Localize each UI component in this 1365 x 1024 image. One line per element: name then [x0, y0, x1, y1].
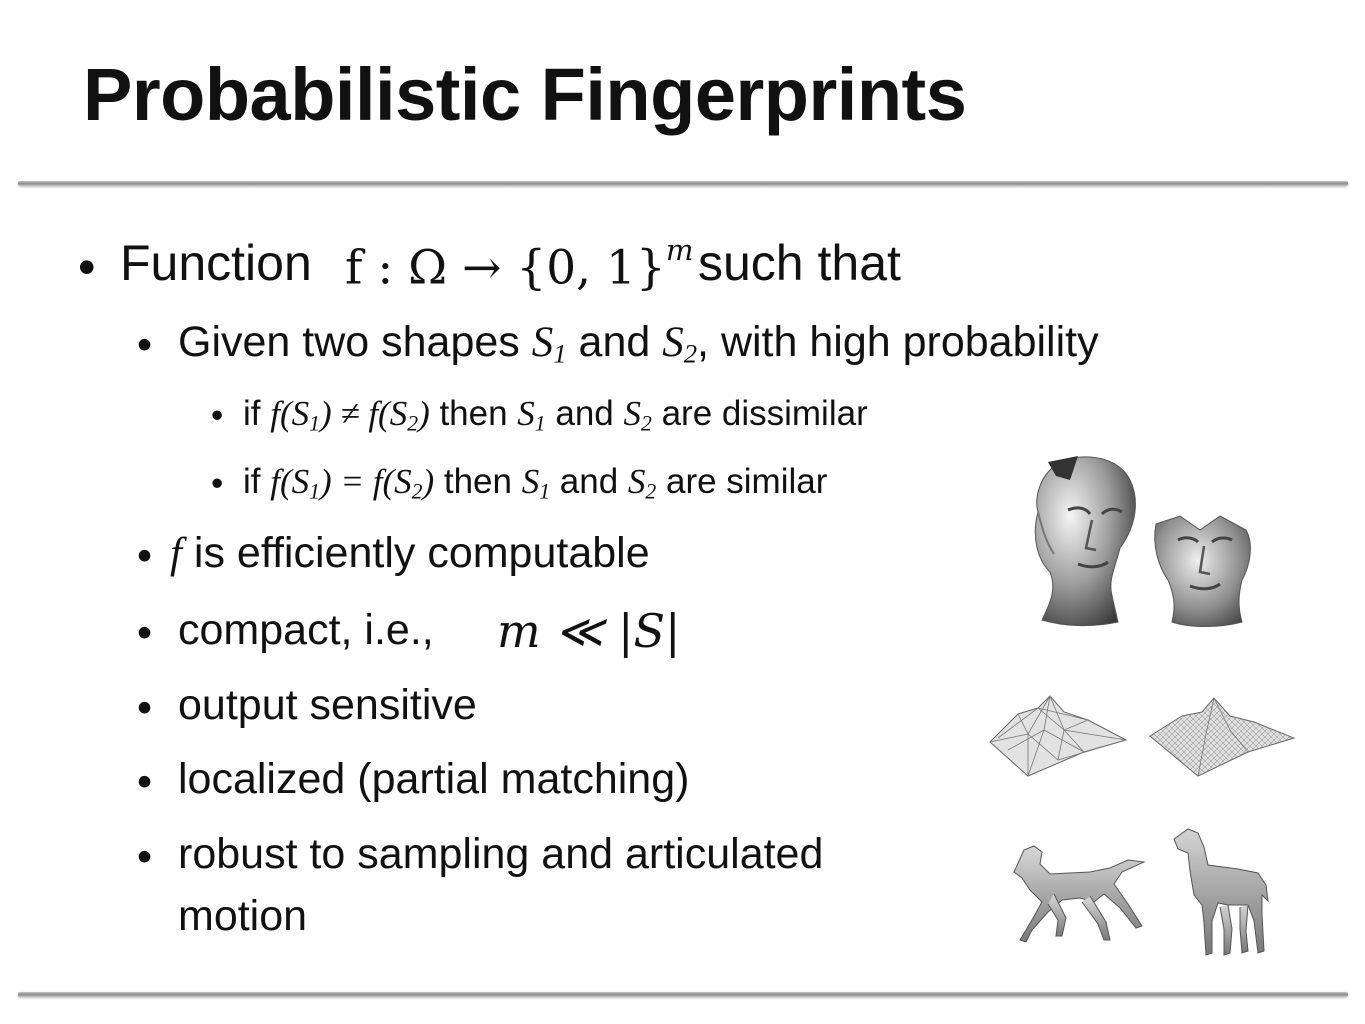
bust-full-icon	[1020, 450, 1160, 630]
similar-condition: if $f(S_1) = f(S_2)$ then $S_1$ and $S_2$ are similar	[243, 462, 828, 504]
dissimilar-condition: if $f(S_1) \ne f(S_2)$ then $S_1$ and $S_2$ are dissimilar	[243, 394, 868, 436]
terrain-mesh-fine-icon	[1148, 692, 1296, 782]
bullet-dot: •	[78, 239, 96, 295]
bullet-dot: •	[137, 532, 153, 580]
slide-title: Probabilistic Fingerprints	[83, 53, 967, 136]
horse-standing-icon	[1168, 825, 1274, 960]
function-label: Function	[120, 235, 312, 291]
bullet-dot: •	[137, 321, 153, 369]
robust-text-line1: robust to sampling and articulated	[178, 830, 824, 878]
compact-text: compact, i.e.,	[178, 606, 434, 654]
horse-galloping-icon	[1010, 838, 1150, 948]
bullet-dot: •	[137, 758, 153, 806]
footer-divider	[18, 992, 1348, 997]
bust-partial-icon	[1150, 510, 1260, 630]
function-formula: f : Ω → {0, 1}$^m$	[345, 233, 694, 296]
terrain-mesh-coarse-icon	[988, 690, 1130, 780]
bullet-dot: •	[137, 609, 153, 657]
function-suffix: such that	[698, 235, 901, 291]
output-sensitive-text: output sensitive	[178, 681, 477, 729]
localized-text: localized (partial matching)	[178, 755, 690, 803]
efficient-text: f is efficiently computable	[170, 529, 650, 577]
bullet-dot: •	[211, 396, 224, 435]
bullet-dot: •	[137, 833, 153, 881]
given-shapes-text: Given two shapes $S_1$ and $S_2$, with high probability	[178, 318, 1099, 369]
compact-formula: m ≪ |S|	[497, 604, 681, 658]
title-divider	[18, 181, 1348, 186]
robust-text-line2: motion	[178, 892, 308, 940]
bullet-dot: •	[137, 684, 153, 732]
bullet-dot: •	[211, 464, 224, 503]
